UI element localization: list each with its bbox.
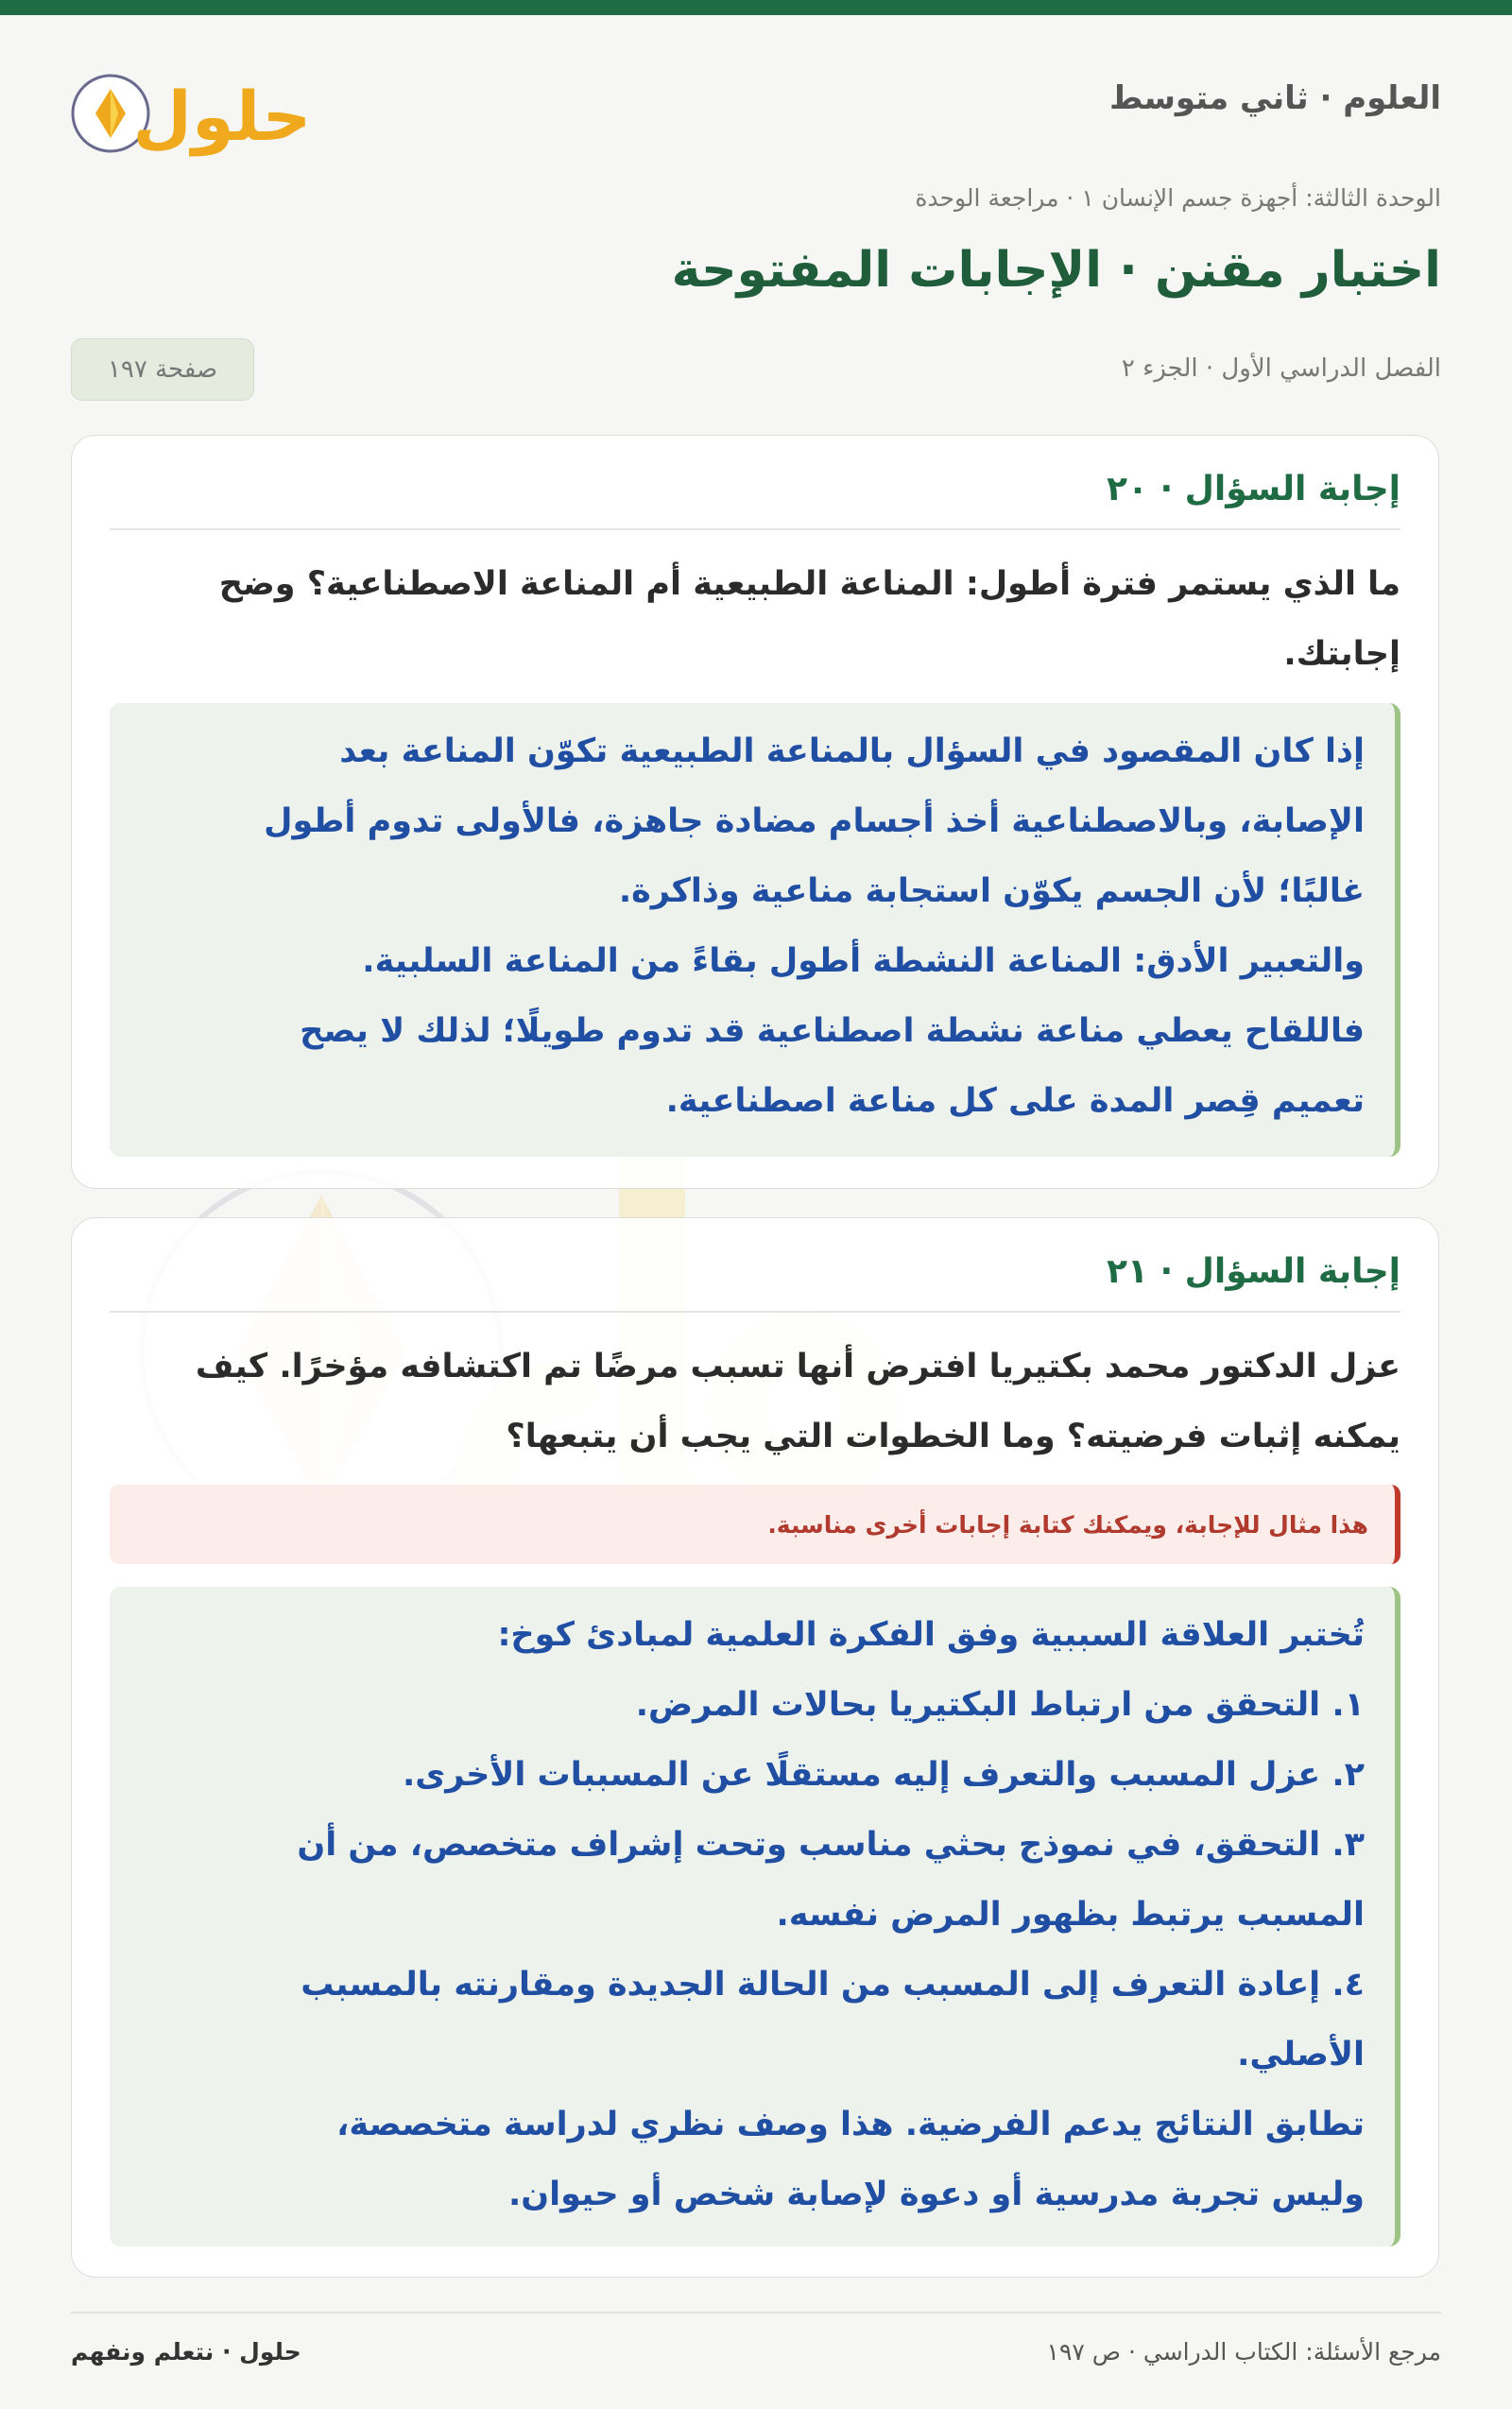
footer-reference: مرجع الأسئلة: الكتاب الدراسي · ص ١٩٧ [1046, 2338, 1441, 2366]
answer-line: ٤. إعادة التعرف إلى المسبب من الحالة الجديدة ومقارنته بالمسبب [301, 1966, 1365, 2004]
hulool-logo [71, 66, 326, 161]
question-line: ما الذي يستمر فترة أطول: المناعة الطبيعية أم المناعة الاصطناعية؟ وضح [218, 565, 1400, 603]
answer-line: فاللقاح يعطي مناعة نشطة اصطناعية قد تدوم طويلًا؛ لذلك لا يصح [300, 1012, 1365, 1050]
question-line: يمكنه إثبات فرضيته؟ وما الخطوات التي يجب أن يتبعها؟ [506, 1418, 1400, 1455]
answer-box [110, 703, 1400, 1157]
term-info: الفصل الدراسي الأول · الجزء ٢ [1121, 354, 1441, 383]
answer-line: تطابق النتائج يدعم الفرضية. هذا وصف نظري لدراسة متخصصة، [336, 2106, 1365, 2143]
answer-line: ٣. التحقق، في نموذج بحثي مناسب وتحت إشراف متخصص، من أن [297, 1826, 1365, 1864]
answer-line: ٢. عزل المسبب والتعرف إليه مستقلًا عن المسببات الأخرى. [402, 1756, 1365, 1794]
answer-line: تُختبر العلاقة السببية وفق الفكرة العلمية لمبادئ كوخ: [497, 1616, 1365, 1654]
question-text [110, 549, 1400, 689]
divider [110, 1311, 1400, 1313]
answer-line: الإصابة، وبالاصطناعية أخذ أجسام مضادة جاهزة، فالأولى تدوم أطول [264, 802, 1365, 840]
answer-line: الأصلي. [1237, 2036, 1365, 2073]
question-line: عزل الدكتور محمد بكتيريا افترض أنها تسبب مرضًا تم اكتشافه مؤخرًا. كيف [195, 1348, 1400, 1385]
answer-box [110, 1587, 1400, 2246]
example-note: هذا مثال للإجابة، ويمكنك كتابة إجابات أخرى مناسبة. [110, 1485, 1400, 1564]
divider [110, 528, 1400, 530]
card-heading: إجابة السؤال · ٢٠ [1106, 470, 1400, 508]
question-text [110, 1332, 1400, 1471]
subject-grade: العلوم · ثاني متوسط [1109, 79, 1441, 117]
card-heading: إجابة السؤال · ٢١ [1106, 1252, 1400, 1291]
footer-divider [71, 2312, 1441, 2314]
answer-line: والتعبير الأدق: المناعة النشطة أطول بقاءً من المناعة السلبية. [362, 942, 1365, 980]
answer-card [71, 435, 1439, 1189]
answer-line: تعميم قِصر المدة على كل مناعة اصطناعية. [665, 1082, 1365, 1120]
footer-brand: حلول · نتعلم ونفهم [71, 2338, 301, 2366]
answer-line: ١. التحقق من ارتباط البكتيريا بحالات المرض. [635, 1686, 1365, 1724]
page-title: اختبار مقنن · الإجابات المفتوحة [671, 242, 1441, 299]
breadcrumb: الوحدة الثالثة: أجهزة جسم الإنسان ١ · مراجعة الوحدة [915, 184, 1441, 212]
page-number-badge: صفحة ١٩٧ [71, 338, 254, 401]
answer-line: غالبًا؛ لأن الجسم يكوّن استجابة مناعية وذاكرة. [618, 872, 1365, 910]
top-accent-bar [0, 0, 1512, 15]
answer-line: إذا كان المقصود في السؤال بالمناعة الطبيعية تكوّن المناعة بعد [339, 732, 1365, 770]
question-line: إجابتك. [1283, 635, 1400, 673]
answer-line: المسبب يرتبط بظهور المرض نفسه. [776, 1896, 1365, 1934]
page-header [71, 66, 1441, 161]
answer-card [71, 1217, 1439, 2278]
logo-text: حلول [132, 77, 312, 156]
answer-line: وليس تجربة مدرسية أو دعوة لإصابة شخص أو حيوان. [507, 2176, 1365, 2213]
